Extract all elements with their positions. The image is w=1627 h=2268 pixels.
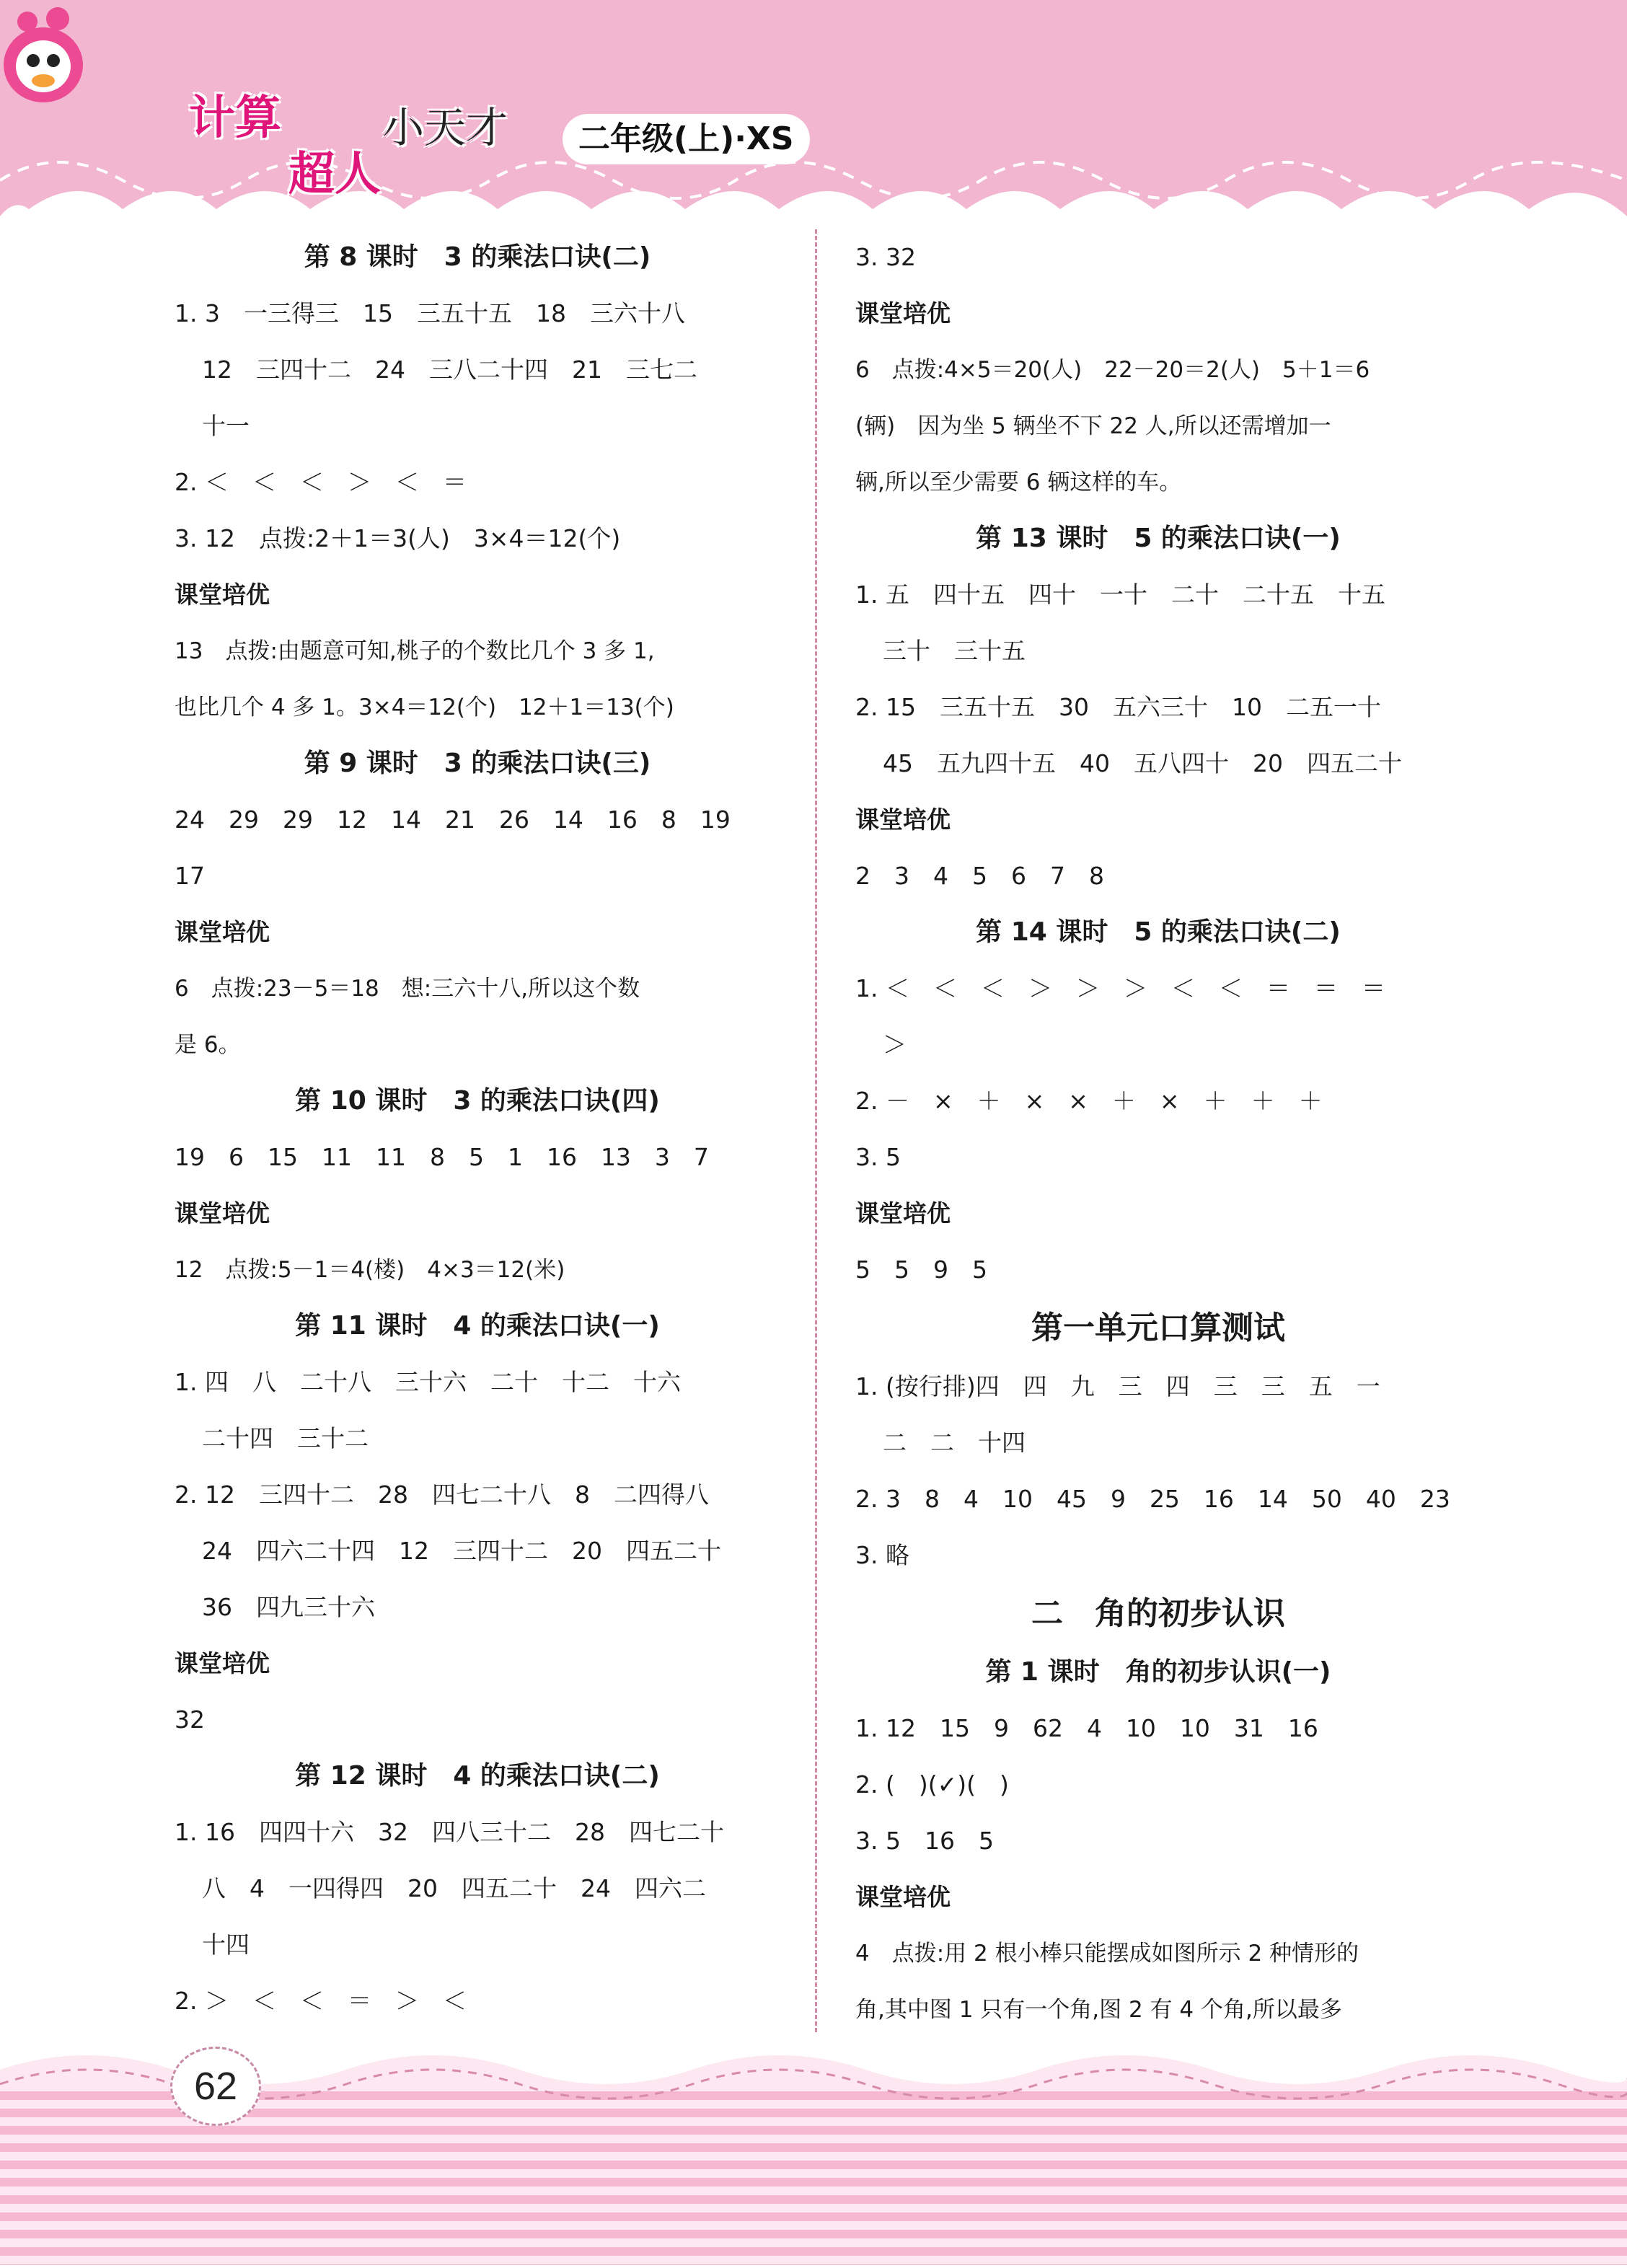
answer-line-continued: 二 二 十四 [883,1429,1026,1457]
answer-line-continued: ＞ [883,1031,907,1059]
footer-stripe [0,2178,1627,2187]
brand-title-part2: 超人 [288,148,381,201]
unit-title: 二 角的初步认识 [1031,1595,1285,1632]
answer-line: 3. 5 16 5 [855,1827,994,1855]
answer-line: 2 3 4 5 6 7 8 [855,862,1104,890]
section-label: 课堂培优 [175,1199,270,1227]
footer-stripe [0,2126,1627,2135]
section-label: 课堂培优 [175,581,270,609]
brand-title-part1: 计算 [189,92,281,145]
hint-line: (辆) 因为坐 5 辆坐不下 22 人,所以还需增加一 [855,413,1331,439]
answer-line: 17 [175,862,205,890]
answer-line-continued: 24 四六二十四 12 三四十二 20 四五二十 [202,1537,721,1565]
lesson-title: 第 8 课时 3 的乘法口诀(二) [304,242,651,272]
answer-line-continued: 十一 [202,412,250,440]
brand-logo [0,0,1627,216]
answer-line: 3. 32 [855,243,916,271]
lesson-title: 第 13 课时 5 的乘法口诀(一) [976,524,1341,553]
answer-line: 1. 3 一三得三 15 三五十五 18 三六十八 [175,299,685,327]
page-number: 62 [170,2047,261,2126]
section-label: 课堂培优 [175,1649,270,1677]
page-footer [0,2041,1627,2265]
lesson-title: 第 10 课时 3 的乘法口诀(四) [295,1086,660,1116]
answer-line-continued: 二十四 三十二 [202,1424,369,1452]
answer-line: 2. ＞ ＜ ＜ ＝ ＞ ＜ [175,1987,467,2015]
answer-line: 3. 略 [855,1541,909,1569]
answer-line: 2. － × ＋ × × ＋ × ＋ ＋ ＋ [855,1087,1323,1115]
answer-line-continued: 三十 三十五 [883,637,1026,665]
answer-line: 2. 15 三五十五 30 五六三十 10 二五一十 [855,693,1381,721]
footer-stripe [0,2143,1627,2152]
answer-line-continued: 八 4 一四得四 20 四五二十 24 四六二 [202,1874,706,1902]
section-label: 课堂培优 [855,1883,951,1911]
lesson-title: 第 9 课时 3 的乘法口诀(三) [304,749,651,778]
column-divider [815,229,817,2032]
answer-line: 3. 12 点拨:2＋1＝3(人) 3×4＝12(个) [175,524,621,552]
answer-line: 19 6 15 11 11 8 5 1 16 13 3 7 [175,1143,709,1171]
answer-column-left [175,229,780,2029]
page-header [0,0,1627,245]
grade-label: 二年级(上)·XS [563,114,810,164]
answer-line: 2. ＜ ＜ ＜ ＞ ＜ ＝ [175,468,467,496]
cartoon-mascot-icon [0,0,87,108]
footer-stripe [0,2230,1627,2238]
lesson-title: 第 14 课时 5 的乘法口诀(二) [976,917,1341,947]
answer-column-right [855,229,1461,2038]
unit-title: 第一单元口算测试 [1031,1310,1285,1346]
hint-line: 12 点拨:5－1＝4(楼) 4×3＝12(米) [175,1257,565,1283]
answer-line: 2. ( )(✓)( ) [855,1770,1009,1799]
answer-line: 1. 四 八 二十八 三十六 二十 十二 十六 [175,1368,681,1396]
section-label: 课堂培优 [855,806,951,834]
answer-line-continued: 45 五九四十五 40 五八四十 20 四五二十 [883,749,1402,777]
answer-line-continued: 12 三四十二 24 三八二十四 21 三七二 [202,356,697,384]
answer-line: 5 5 9 5 [855,1256,987,1284]
lesson-title: 第 11 课时 4 的乘法口诀(一) [295,1311,660,1341]
hint-line: 是 6。 [175,1032,241,1058]
hint-line: 辆,所以至少需要 6 辆这样的车。 [855,469,1182,495]
hint-line: 13 点拨:由题意可知,桃子的个数比几个 3 多 1, [175,638,655,664]
answer-line-continued: 十四 [202,1931,250,1959]
hint-line: 6 点拨:23－5＝18 想:三六十八,所以这个数 [175,976,640,1002]
answer-line: 1. 五 四十五 四十 一十 二十 二十五 十五 [855,581,1385,609]
answer-line-continued: 36 四九三十六 [202,1593,375,1621]
footer-stripe [0,2212,1627,2221]
answer-line: 2. 12 三四十二 28 四七二十八 8 二四得八 [175,1481,709,1509]
answer-line: 1. 12 15 9 62 4 10 10 31 16 [855,1714,1318,1742]
answer-line: 3. 5 [855,1143,901,1171]
section-label: 课堂培优 [175,918,270,946]
footer-stripe [0,2161,1627,2169]
hint-line: 角,其中图 1 只有一个角,图 2 有 4 个角,所以最多 [855,1997,1342,2023]
lesson-title: 第 1 课时 角的初步认识(一) [985,1657,1331,1687]
section-label: 课堂培优 [855,1199,951,1227]
brand-title-part3: 小天才 [382,103,508,152]
footer-stripe [0,2195,1627,2204]
answer-line: 1. (按行排)四 四 九 三 四 三 三 五 一 [855,1372,1380,1400]
hint-line: 4 点拨:用 2 根小棒只能摆成如图所示 2 种情形的 [855,1941,1359,1967]
answer-line: 1. ＜ ＜ ＜ ＞ ＞ ＞ ＜ ＜ ＝ ＝ ＝ [855,974,1385,1002]
hint-line: 6 点拨:4×5＝20(人) 22－20＝2(人) 5＋1＝6 [855,357,1370,383]
hint-line: 也比几个 4 多 1。3×4＝12(个) 12＋1＝13(个) [175,694,674,720]
lesson-title: 第 12 课时 4 的乘法口诀(二) [295,1761,660,1791]
answer-line: 24 29 29 12 14 21 26 14 16 8 19 [175,806,731,834]
section-label: 课堂培优 [855,299,951,327]
answer-line: 2. 3 8 4 10 45 9 25 16 14 50 40 23 [855,1485,1450,1513]
footer-stripe [0,2247,1627,2256]
answer-line: 1. 16 四四十六 32 四八三十二 28 四七二十 [175,1818,724,1846]
answer-line: 32 [175,1706,205,1734]
